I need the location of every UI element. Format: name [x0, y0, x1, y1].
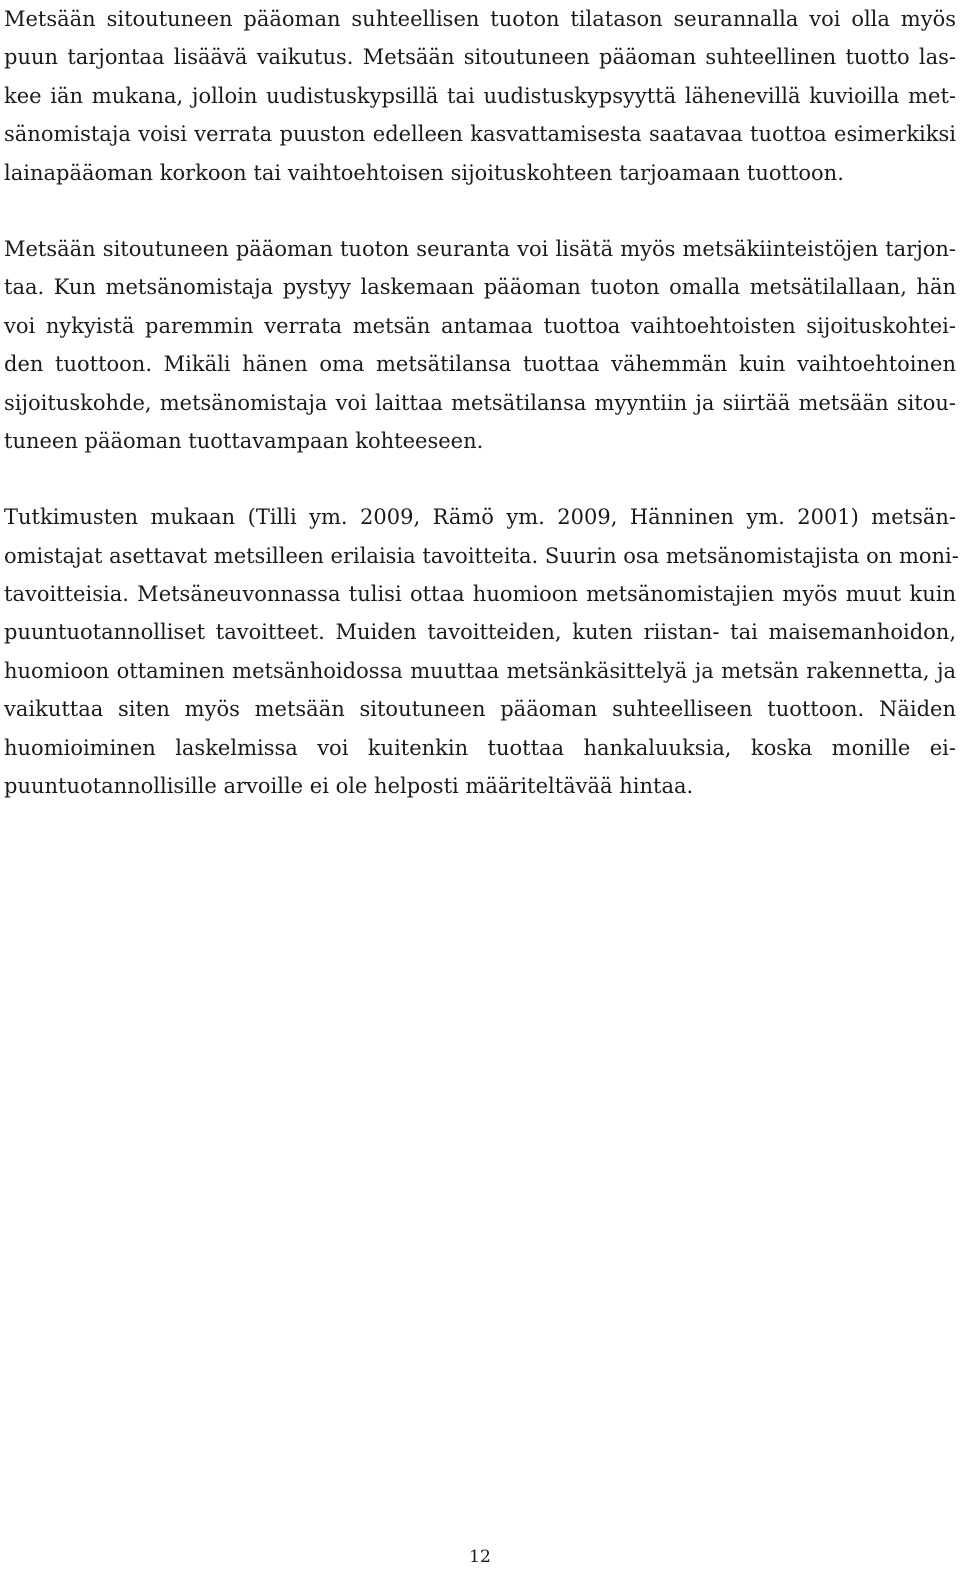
- text-line: lainapääoman korkoon tai vaihtoehtoisen sijoituskohteen tarjoamaan tuottoon.: [4, 160, 844, 185]
- text-line: Tutkimusten mukaan (Tilli ym. 2009, Rämö ym. 2009, Hänninen ym. 2001) metsän-: [4, 505, 956, 530]
- text-line: vaikuttaa siten myös metsään sitoutuneen pääoman suhteelliseen tuottoon. Näiden: [4, 697, 956, 722]
- text-line: taa. Kun metsänomistaja pystyy laskemaan pääoman tuoton omalla metsätilallaan, hän: [4, 275, 956, 300]
- text-line: huomioon ottaminen metsänhoidossa muuttaa metsänkäsittelyä ja metsän rakennetta, ja: [4, 658, 956, 683]
- text-line: puuntuotannollisille arvoille ei ole helposti määriteltävää hintaa.: [4, 774, 694, 799]
- text-line: omistajat asettavat metsilleen erilaisia tavoitteita. Suurin osa metsänomistajista on moni-: [4, 543, 959, 568]
- text-line: kee iän mukana, jolloin uudistuskypsillä tai uudistuskypsyyttä lähenevillä kuvioilla met-: [4, 83, 956, 108]
- paragraph-2: [4, 230, 956, 460]
- text-line: voi nykyistä paremmin verrata metsän antamaa tuottoa vaihtoehtoisten sijoituskohtei-: [4, 313, 956, 338]
- text-line: sijoituskohde, metsänomistaja voi laittaa metsätilansa myyntiin ja siirtää metsään sitou-: [4, 390, 956, 415]
- text-line: Metsään sitoutuneen pääoman tuoton seuranta voi lisätä myös metsäkiinteistöjen tarjon-: [4, 236, 956, 261]
- page-number: 12: [469, 1547, 491, 1567]
- text-line: puuntuotannolliset tavoitteet. Muiden tavoitteiden, kuten riistan- tai maisemanhoidon,: [4, 620, 956, 645]
- paragraph-3: [4, 498, 959, 805]
- text-line: Metsään sitoutuneen pääoman suhteellisen tuoton tilatason seurannalla voi olla myös: [4, 7, 956, 31]
- text-line: sänomistaja voisi verrata puuston edelleen kasvattamisesta saatavaa tuottoa esimerkiksi: [4, 122, 956, 147]
- text-line: den tuottoon. Mikäli hänen oma metsätilansa tuottaa vähemmän kuin vaihtoehtoinen: [4, 352, 956, 377]
- text-line: tavoitteisia. Metsäneuvonnassa tulisi ottaa huomioon metsänomistajien myös muut kuin: [4, 582, 956, 607]
- text-line: huomioiminen laskelmissa voi kuitenkin tuottaa hankaluuksia, koska monille ei-: [4, 735, 956, 760]
- paragraph-1: [4, 0, 956, 192]
- body-text: [4, 0, 959, 843]
- text-line: tuneen pääoman tuottavampaan kohteeseen.: [4, 428, 484, 453]
- text-line: puun tarjontaa lisäävä vaikutus. Metsään sitoutuneen pääoman suhteellinen tuotto las-: [4, 45, 956, 70]
